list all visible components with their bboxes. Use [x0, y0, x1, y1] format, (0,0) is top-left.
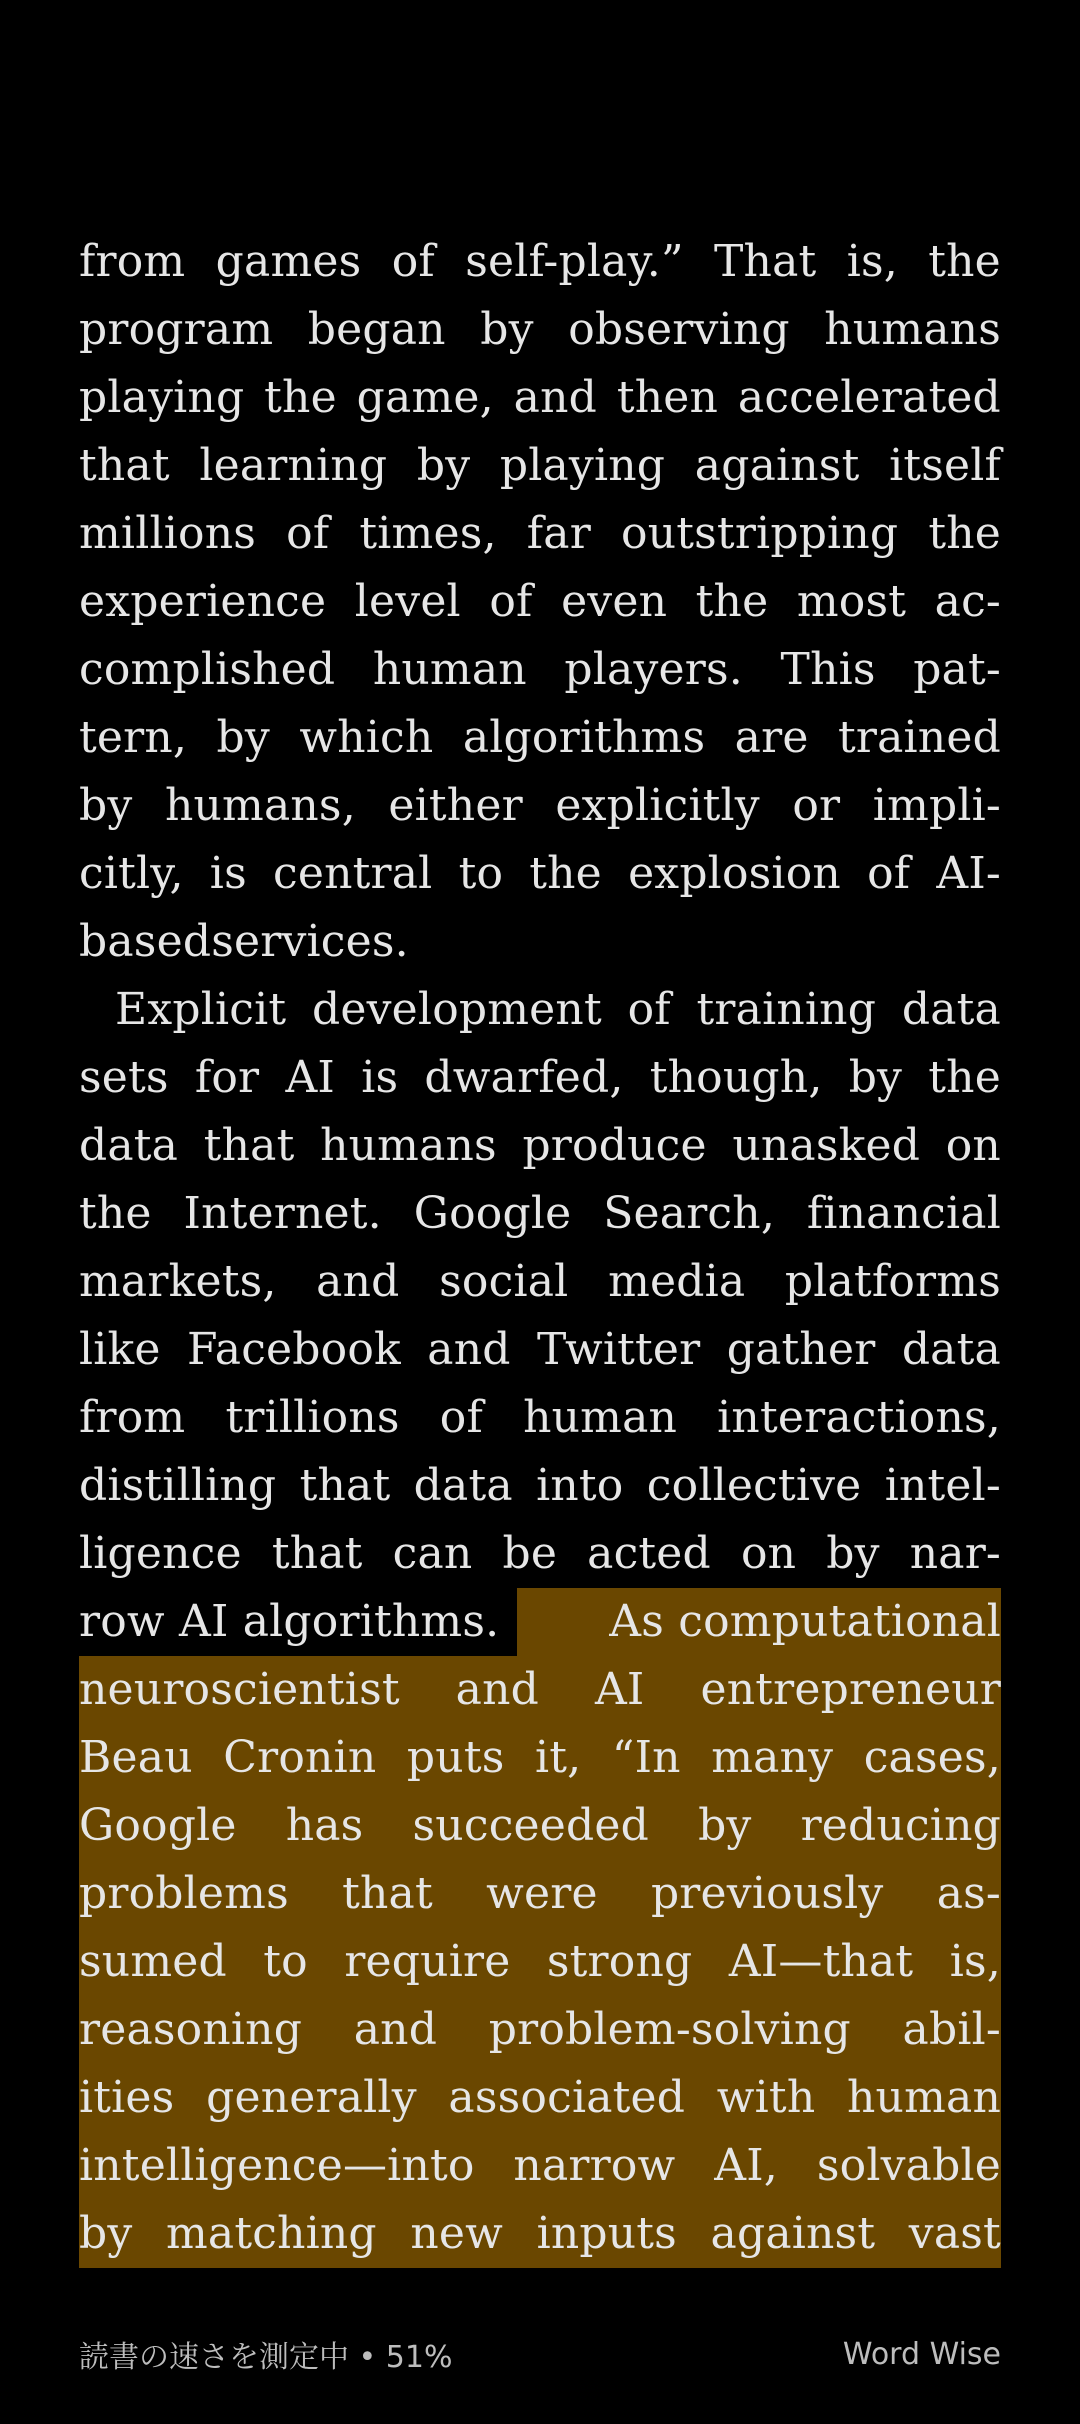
word[interactable]: by: [79, 780, 133, 831]
highlighted-word[interactable]: inputs: [536, 2208, 677, 2259]
highlighted-word[interactable]: vast: [908, 2208, 1001, 2259]
word[interactable]: playing: [79, 372, 245, 423]
highlighted-word[interactable]: reasoning: [79, 2004, 303, 2055]
word[interactable]: millions: [79, 508, 257, 559]
highlighted-word[interactable]: is,: [949, 1936, 1001, 1987]
word[interactable]: the: [928, 508, 1001, 559]
word[interactable]: humans,: [164, 780, 356, 831]
word[interactable]: observing: [568, 304, 790, 355]
word[interactable]: by: [826, 1528, 880, 1579]
word[interactable]: far: [526, 508, 591, 559]
word[interactable]: is: [209, 848, 247, 899]
word[interactable]: of: [627, 984, 671, 1035]
text-line: [79, 1996, 1001, 2064]
word[interactable]: of: [867, 848, 911, 899]
word[interactable]: on: [945, 1120, 1001, 1171]
word[interactable]: or: [792, 780, 841, 831]
highlighted-word[interactable]: AI: [594, 1664, 645, 1715]
text-line: [79, 1588, 1001, 1656]
text-line: [79, 1044, 1001, 1112]
word[interactable]: This: [780, 644, 876, 695]
highlighted-text[interactable]: As computational: [517, 1588, 1001, 1656]
highlighted-word[interactable]: require: [344, 1936, 511, 1987]
word[interactable]: AI-: [936, 848, 1001, 899]
word[interactable]: can: [392, 1528, 473, 1579]
word[interactable]: and: [427, 1324, 511, 1375]
word[interactable]: platforms: [784, 1256, 1001, 1307]
word[interactable]: intel-: [884, 1460, 1001, 1511]
word[interactable]: of: [489, 576, 533, 627]
word[interactable]: that: [299, 1460, 391, 1511]
text-line: [79, 1452, 1001, 1520]
highlighted-word[interactable]: as-: [936, 1868, 1001, 1919]
highlighted-word[interactable]: against: [710, 2208, 876, 2259]
word[interactable]: of: [439, 1392, 483, 1443]
highlighted-word[interactable]: to: [263, 1936, 308, 1987]
word[interactable]: explosion: [628, 848, 841, 899]
text-line: [79, 1928, 1001, 1996]
word[interactable]: complished: [79, 644, 336, 695]
word[interactable]: the: [928, 236, 1001, 287]
highlighted-word[interactable]: by: [79, 2208, 133, 2259]
word[interactable]: Facebook: [187, 1324, 401, 1375]
word[interactable]: humans: [320, 1120, 497, 1171]
text-line: [79, 296, 1001, 364]
word[interactable]: data: [413, 1460, 513, 1511]
word[interactable]: sets: [79, 1052, 169, 1103]
text-line: [79, 704, 1001, 772]
word[interactable]: to: [458, 848, 504, 899]
word[interactable]: That: [713, 236, 817, 287]
highlighted-word[interactable]: matching: [166, 2208, 377, 2259]
word[interactable]: training: [696, 984, 877, 1035]
text-line: [79, 1248, 1001, 1316]
highlighted-word[interactable]: many: [711, 1732, 834, 1783]
highlighted-word[interactable]: that: [342, 1868, 433, 1919]
word[interactable]: development: [312, 984, 602, 1035]
highlighted-word[interactable]: intelligence—into: [79, 2140, 475, 2191]
text-line: [79, 1180, 1001, 1248]
word[interactable]: Twitter: [537, 1324, 701, 1375]
word[interactable]: games: [215, 236, 362, 287]
highlighted-word[interactable]: and: [353, 2004, 438, 2055]
word[interactable]: itself: [889, 440, 1001, 491]
word[interactable]: times,: [359, 508, 497, 559]
word[interactable]: pat-: [913, 644, 1001, 695]
word[interactable]: by: [216, 712, 270, 763]
highlighted-word[interactable]: it,: [535, 1732, 582, 1783]
word[interactable]: program: [79, 304, 274, 355]
word[interactable]: by: [416, 440, 471, 491]
highlighted-word[interactable]: human: [847, 2072, 1001, 2123]
word[interactable]: AI: [285, 1052, 336, 1103]
word[interactable]: which: [299, 712, 434, 763]
text-line: [79, 1520, 1001, 1588]
text-line: [79, 500, 1001, 568]
word[interactable]: even: [561, 576, 668, 627]
word[interactable]: by: [480, 304, 534, 355]
highlighted-word[interactable]: were: [486, 1868, 598, 1919]
word[interactable]: the: [529, 848, 602, 899]
highlighted-word[interactable]: succeeded: [412, 1800, 649, 1851]
text-line: [79, 1860, 1001, 1928]
word[interactable]: acted: [587, 1528, 711, 1579]
word[interactable]: then: [616, 372, 719, 423]
text-line: [79, 2064, 1001, 2132]
highlighted-word[interactable]: sumed: [79, 1936, 227, 1987]
word[interactable]: trained: [837, 712, 1001, 763]
word[interactable]: unasked: [732, 1120, 921, 1171]
word[interactable]: either: [388, 780, 523, 831]
word[interactable]: outstripping: [621, 508, 899, 559]
word[interactable]: that: [203, 1120, 295, 1171]
line-text-plain: row AI algorithms.: [79, 1596, 500, 1647]
word[interactable]: human: [372, 644, 527, 695]
word[interactable]: explicitly: [555, 780, 760, 831]
word[interactable]: most: [796, 576, 907, 627]
word[interactable]: by: [848, 1052, 903, 1103]
word[interactable]: and: [316, 1256, 400, 1307]
word[interactable]: Explicit: [115, 984, 287, 1035]
word[interactable]: experience: [79, 576, 327, 627]
word[interactable]: into: [536, 1460, 624, 1511]
text-line: [79, 1724, 1001, 1792]
word[interactable]: distilling: [79, 1460, 277, 1511]
word[interactable]: like: [79, 1324, 161, 1375]
word[interactable]: central: [272, 848, 433, 899]
word-wise-button[interactable]: Word Wise: [842, 2336, 1001, 2372]
text-line: [79, 840, 1001, 908]
text-line: [79, 908, 1001, 976]
word[interactable]: is,: [846, 236, 898, 287]
word[interactable]: impli-: [872, 780, 1001, 831]
word[interactable]: data: [901, 1324, 1001, 1375]
word[interactable]: is: [361, 1052, 399, 1103]
word[interactable]: from: [79, 236, 186, 287]
word[interactable]: against: [694, 440, 860, 491]
word[interactable]: collective: [646, 1460, 862, 1511]
text-line: [79, 364, 1001, 432]
highlighted-word[interactable]: puts: [406, 1732, 505, 1783]
word[interactable]: learning: [199, 440, 388, 491]
word[interactable]: services.: [211, 916, 409, 967]
word[interactable]: ac-: [934, 576, 1001, 627]
highlighted-word[interactable]: narrow: [513, 2140, 676, 2191]
text-line: [79, 1112, 1001, 1180]
word[interactable]: be: [502, 1528, 558, 1579]
word[interactable]: humans: [824, 304, 1001, 355]
word[interactable]: dwarfed,: [424, 1052, 624, 1103]
book-page-text[interactable]: [79, 228, 1001, 2268]
word[interactable]: algorithms: [462, 712, 706, 763]
word[interactable]: citly,: [79, 848, 184, 899]
highlighted-word[interactable]: generally: [206, 2072, 417, 2123]
text-line: [79, 1792, 1001, 1860]
word[interactable]: ligence: [79, 1528, 242, 1579]
word[interactable]: Google: [413, 1188, 572, 1239]
highlighted-word[interactable]: ities: [79, 2072, 175, 2123]
highlighted-word[interactable]: problem-solving: [488, 2004, 851, 2055]
word[interactable]: the: [79, 1188, 152, 1239]
word[interactable]: that: [271, 1528, 363, 1579]
word[interactable]: of: [286, 508, 330, 559]
word[interactable]: players.: [564, 644, 743, 695]
highlighted-word[interactable]: Google: [79, 1800, 237, 1851]
text-line: [79, 2200, 1001, 2268]
word[interactable]: tern,: [79, 712, 188, 763]
text-line: [79, 976, 1001, 1044]
highlighted-word[interactable]: problems: [79, 1868, 289, 1919]
word[interactable]: that: [79, 440, 170, 491]
word[interactable]: media: [608, 1256, 746, 1307]
word[interactable]: game,: [356, 372, 494, 423]
word[interactable]: playing: [499, 440, 666, 491]
word[interactable]: began: [307, 304, 446, 355]
text-line: [79, 1656, 1001, 1724]
text-line: [79, 636, 1001, 704]
word[interactable]: though,: [649, 1052, 823, 1103]
highlighted-word[interactable]: by: [698, 1800, 752, 1851]
highlighted-word[interactable]: solvable: [816, 2140, 1001, 2191]
highlighted-word[interactable]: with: [716, 2072, 816, 2123]
word[interactable]: self-play.”: [465, 236, 684, 287]
highlighted-word[interactable]: strong: [546, 1936, 693, 1987]
word[interactable]: interactions,: [717, 1392, 1001, 1443]
word[interactable]: and: [513, 372, 598, 423]
highlighted-word[interactable]: new: [410, 2208, 503, 2259]
word[interactable]: based: [79, 916, 212, 967]
word[interactable]: accelerated: [737, 372, 1001, 423]
word[interactable]: the: [928, 1052, 1001, 1103]
word[interactable]: Search,: [603, 1188, 776, 1239]
highlighted-word[interactable]: AI—that: [728, 1936, 914, 1987]
text-line: [79, 228, 1001, 296]
highlighted-word[interactable]: associated: [448, 2072, 686, 2123]
highlighted-word[interactable]: Cronin: [223, 1732, 377, 1783]
word[interactable]: social: [439, 1256, 569, 1307]
word[interactable]: the: [264, 372, 337, 423]
word[interactable]: nar-: [909, 1528, 1001, 1579]
word[interactable]: the: [695, 576, 769, 627]
highlighted-word[interactable]: cases,: [863, 1732, 1001, 1783]
text-line: [79, 432, 1001, 500]
text-line: [79, 2132, 1001, 2200]
word[interactable]: of: [391, 236, 435, 287]
word[interactable]: on: [740, 1528, 797, 1579]
word[interactable]: from: [79, 1392, 186, 1443]
text-line: [79, 1384, 1001, 1452]
highlighted-word[interactable]: AI,: [714, 2140, 778, 2191]
word[interactable]: are: [734, 712, 809, 763]
word[interactable]: financial: [806, 1188, 1001, 1239]
word[interactable]: trillions: [225, 1392, 400, 1443]
highlighted-word[interactable]: and: [455, 1664, 540, 1715]
word[interactable]: gather: [726, 1324, 876, 1375]
reading-progress-status: 読書の速さを測定中 • 51%: [79, 2340, 453, 2375]
highlighted-word[interactable]: previously: [650, 1868, 884, 1919]
reader-footer: [79, 2330, 1001, 2378]
text-line: [79, 568, 1001, 636]
highlighted-word[interactable]: abil-: [902, 2004, 1001, 2055]
word[interactable]: data: [901, 984, 1001, 1035]
word[interactable]: markets,: [79, 1256, 277, 1307]
word[interactable]: data: [79, 1120, 179, 1171]
text-line: [79, 772, 1001, 840]
highlighted-word[interactable]: has: [285, 1800, 364, 1851]
word[interactable]: human: [523, 1392, 678, 1443]
highlighted-word[interactable]: “In: [611, 1732, 681, 1783]
word[interactable]: produce: [522, 1120, 707, 1171]
highlighted-word[interactable]: neuroscientist: [79, 1664, 400, 1715]
word[interactable]: Internet.: [183, 1188, 382, 1239]
word[interactable]: level: [354, 576, 461, 627]
highlighted-word[interactable]: reducing: [800, 1800, 1001, 1851]
highlighted-word[interactable]: Beau: [79, 1732, 193, 1783]
text-line: [79, 1316, 1001, 1384]
highlighted-word[interactable]: entrepreneur: [700, 1664, 1001, 1715]
word[interactable]: for: [194, 1052, 260, 1103]
